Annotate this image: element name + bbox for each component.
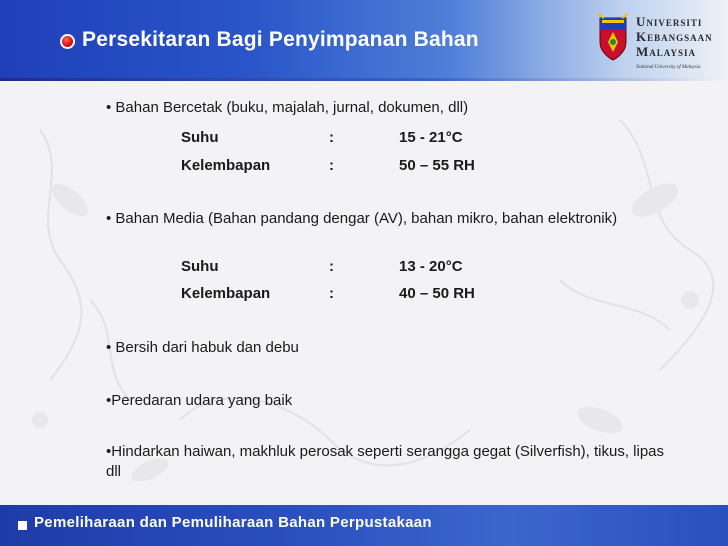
spec-label: Kelembapan bbox=[181, 285, 271, 302]
spec-value: 15 - 21°C bbox=[399, 129, 463, 146]
logo-line-3: Malaysia bbox=[636, 44, 696, 59]
spec-row bbox=[106, 157, 666, 179]
item-text: • Bahan Bercetak (buku, majalah, jurnal, dokumen, dll) bbox=[106, 99, 469, 116]
spec-label: Suhu bbox=[181, 129, 219, 146]
spec-separator: : bbox=[329, 285, 334, 302]
list-item bbox=[106, 98, 666, 118]
list-item bbox=[106, 442, 666, 482]
list-item bbox=[106, 338, 666, 358]
spec-value: 50 – 55 RH bbox=[399, 157, 475, 174]
item-text: •Hindarkan haiwan, makhluk perosak seperti serangga gegat (Silverfish), tikus, lipas dll bbox=[106, 443, 665, 480]
university-logo bbox=[636, 14, 713, 75]
spec-separator: : bbox=[329, 258, 334, 275]
logo-line-1: Universiti bbox=[636, 14, 703, 29]
spec-label: Kelembapan bbox=[181, 157, 271, 174]
list-item bbox=[106, 209, 666, 229]
ukm-crest-icon bbox=[596, 12, 630, 64]
spec-value: 13 - 20°C bbox=[399, 258, 463, 275]
title-bullet-icon bbox=[60, 34, 75, 49]
header-stripe bbox=[0, 78, 728, 81]
list-item bbox=[106, 391, 666, 411]
spec-separator: : bbox=[329, 157, 334, 174]
footer-bullet-icon bbox=[18, 521, 27, 530]
spec-row bbox=[106, 258, 666, 280]
spec-value: 40 – 50 RH bbox=[399, 285, 475, 302]
spec-label: Suhu bbox=[181, 258, 219, 275]
logo-line-2: Kebangsaan bbox=[636, 29, 713, 44]
item-text: • Bahan Media (Bahan pandang dengar (AV), bahan mikro, bahan elektronik) bbox=[106, 210, 618, 227]
spec-separator: : bbox=[329, 129, 334, 146]
item-text: •Peredaran udara yang baik bbox=[106, 392, 293, 409]
slide-title: Persekitaran Bagi Penyimpanan Bahan bbox=[82, 28, 479, 51]
item-text: • Bersih dari habuk dan debu bbox=[106, 339, 299, 356]
footer-title: Pemeliharaan dan Pemuliharaan Bahan Perpustakaan bbox=[34, 514, 432, 531]
spec-row bbox=[106, 285, 666, 307]
spec-row bbox=[106, 129, 666, 151]
logo-tagline: National University of Malaysia bbox=[636, 65, 701, 70]
